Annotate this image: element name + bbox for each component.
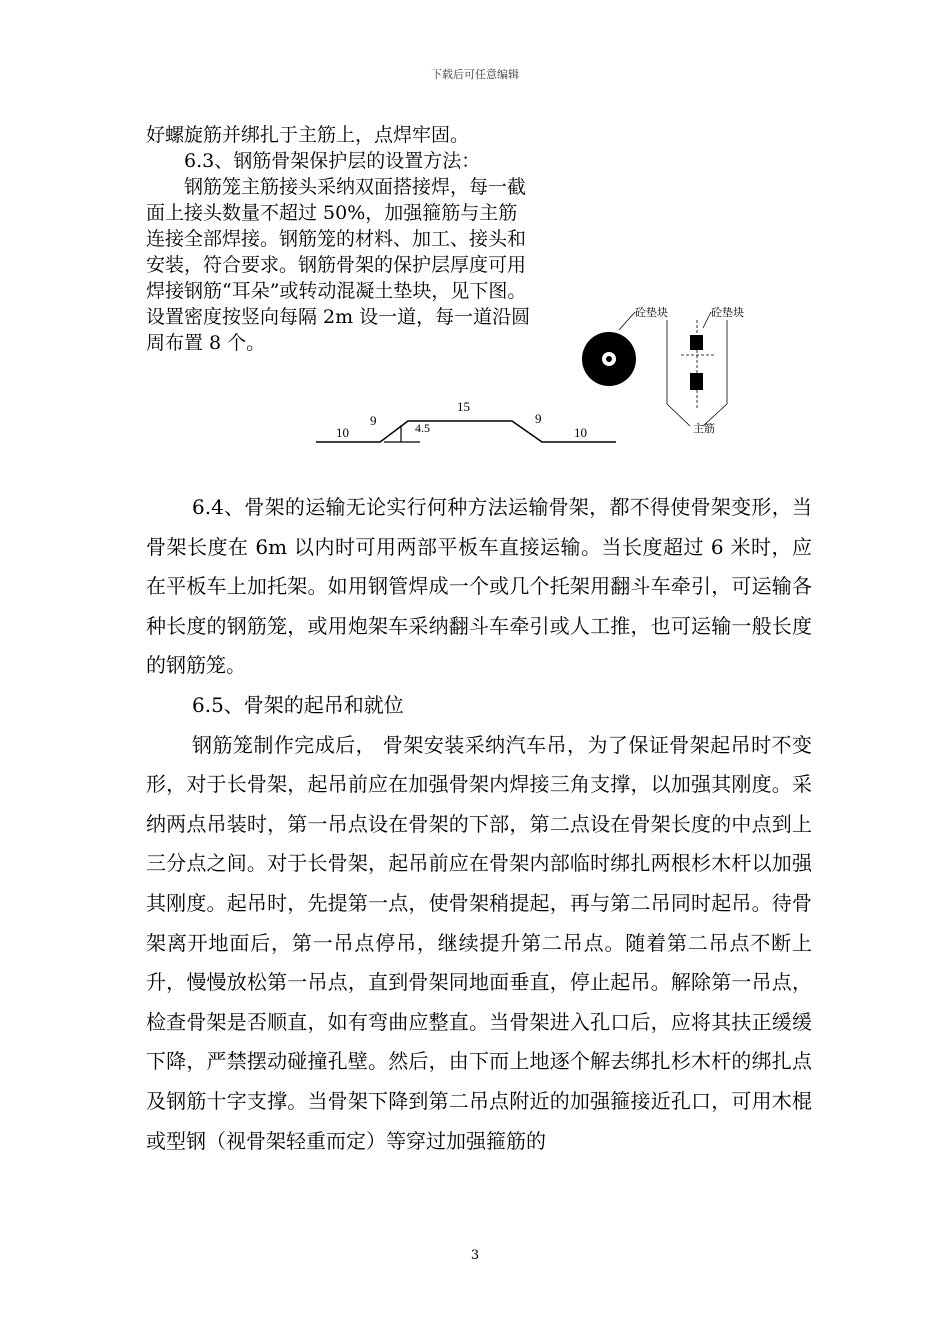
label-main-rebar: 主筋 <box>693 423 715 435</box>
label-right-flat: 10 <box>574 425 587 440</box>
page-number: 3 <box>470 1248 480 1263</box>
page-header: 下载后可任意编辑 <box>431 68 519 81</box>
leader-bottom-left <box>667 404 690 426</box>
section-heading-6-5: 6.5、骨架的起吊和就位 <box>192 692 404 717</box>
section-6-4-paragraph: 6.4、骨架的运输无论实行何种方法运输骨架，都不得使骨架变形，当骨架长度在 6m 以内时可用两部平板车直接运输。当长度超过 6 米时，应在平板车上加托架。如用钢管焊成一个或几个托架用翻斗车牵引，可运输各种长度的钢筋笼，或用炮架车采纳翻斗车牵引或人工推，也可运输一般长度的钢筋笼。 <box>146 495 812 678</box>
section-heading-6-3: 6.3、钢筋骨架保护层的设置方法： <box>184 150 481 172</box>
label-step: 4.5 <box>415 421 430 435</box>
spacer-hole <box>606 356 612 362</box>
label-top: 15 <box>457 399 470 414</box>
square-block-upper <box>690 335 703 350</box>
label-right-slope: 9 <box>535 411 542 426</box>
top-text-block <box>146 122 536 356</box>
continued-line: 好螺旋筋并绑扎于主筋上，点焊牢固。 <box>146 124 470 146</box>
main-text-block <box>146 488 812 1161</box>
label-left-flat: 10 <box>336 425 349 440</box>
label-spacer-left: 砼垫块 <box>635 307 668 319</box>
label-left-slope: 9 <box>370 413 377 428</box>
leader-left <box>619 312 635 330</box>
spacer-block-diagram <box>575 300 765 440</box>
label-spacer-right: 砼垫块 <box>711 307 744 319</box>
protection-layer-paragraph: 钢筋笼主筋接头采纳双面搭接焊，每一截面上接头数量不超过 50%，加强箍筋与主筋连接全部焊接。钢筋笼的材料、加工、接头和安装，符合要求。钢筋骨架的保护层厚度可用焊接钢筋“耳朵”或转动混凝土垫块，见下图。设置密度按竖向每隔 2m 设一道，每一道沿圆周布置 8 个。 <box>146 176 531 354</box>
square-block-lower <box>690 373 703 390</box>
leader-right <box>703 312 711 328</box>
lifting-paragraph: 钢筋笼制作完成后， 骨架安装采纳汽车吊，为了保证骨架起吊时不变形，对于长骨架，起吊前应在加强骨架内焊接三角支撑，以加强其刚度。采纳两点吊装时，第一吊点设在骨架的下部，第二点设在骨架长度的中点到上三分点之间。对于长骨架，起吊前应在骨架内部临时绑扎两根杉木杆以加强其刚度。起吊时，先提第一点，使骨架稍提起，再与第二吊同时起吊。待骨架离开地面后，第一吊点停吊，继续提升第二吊点。随着第二吊点不断上升，慢慢放松第一吊点，直到骨架同地面垂直，停止起吊。解除第一吊点，检查骨架是否顺直，如有弯曲应整直。当骨架进入孔口后，应将其扶正缓缓下降，严禁摆动碰撞孔壁。然后，由下而上地逐个解去绑扎杉木杆的绑扎点及钢筋十字支撑。当骨架下降到第二吊点附近的加强箍接近孔口，可用木棍或型钢（视骨架轻重而定）等穿过加强箍筋的 <box>146 732 812 1153</box>
profile-line <box>316 421 616 442</box>
